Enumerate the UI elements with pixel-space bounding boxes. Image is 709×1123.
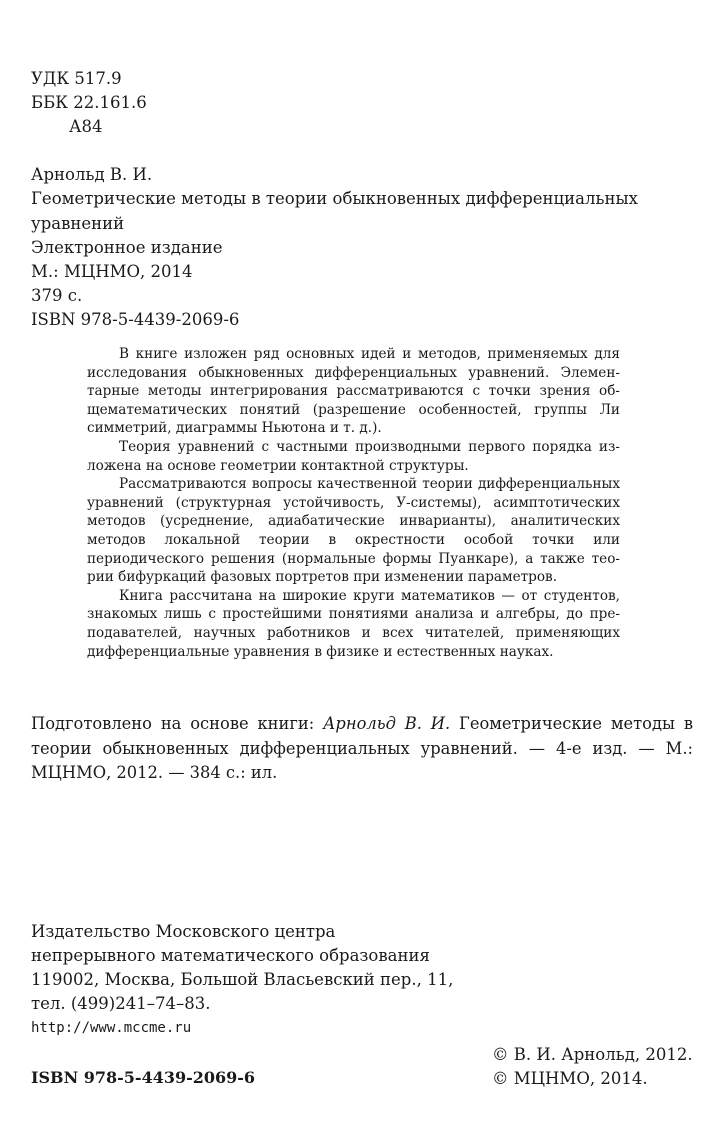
bibliographic-record (31, 163, 671, 332)
publisher-address: 119002, Москва, Большой Власьевский пер., 11, (31, 970, 454, 989)
source-note-text (31, 712, 693, 786)
copyright-author: © В. И. Арнольд, 2012. (492, 1045, 693, 1064)
source-note (31, 712, 693, 786)
publisher-year: М.: МЦНМО, 2014 (31, 262, 193, 281)
edition: Электронное издание (31, 238, 223, 257)
isbn-bottom: ISBN 978-5-4439-2069-6 (31, 1068, 256, 1087)
abstract-paragraph: Книга рассчитана на широкие круги математиков — от студентов, знакомых лишь с простейшими понятиями анализа и алгебры, до преподавателей, научных работников и всех читателей, применяющих дифференциальные уравнения в физике и естественных науках. (87, 587, 620, 660)
copyright-publisher: © МЦНМО, 2014. (492, 1069, 648, 1088)
source-note-author: Арнольд В. И. (323, 714, 451, 733)
page-count: 379 с. (31, 286, 83, 305)
source-note-prefix: Подготовлено на основе книги: (31, 714, 324, 733)
abstract-paragraph: Теория уравнений с частными производными первого порядка изложена на основе геометрии контактной структуры. (87, 438, 620, 474)
classification-codes (31, 67, 147, 139)
abstract-paragraph: В книге изложен ряд основных идей и методов, применяемых для исследования обыкновенных дифференциальных уравнений. Элементарные методы интегрирования рассматриваются с точки зрения общематематических понятий (разрешение особенностей, группы Ли симметрий, диаграммы Ньютона и т. д.). (87, 346, 620, 437)
publisher-info (31, 920, 453, 1040)
author-name: Арнольд В. И. (31, 165, 153, 184)
book-title: Геометрические методы в теории обыкновенных дифференциальных уравнений (31, 189, 638, 233)
source-note-rest: Геометрические методы в теории обыкновенных дифференциальных уравнений. — 4-е изд. — М.: МЦНМО, 2012. — 384 с.: ил. (31, 714, 693, 782)
bbk-code: ББК 22.161.6 (31, 93, 147, 112)
abstract (87, 345, 620, 661)
udk-code: УДК 517.9 (31, 69, 122, 88)
publisher-url[interactable]: http://www.mccme.ru (31, 1020, 192, 1036)
publisher-name-line1: Издательство Московского центра (31, 922, 336, 941)
abstract-paragraph: Рассматриваются вопросы качественной теории дифференциальных уравнений (структурная устойчивость, У-системы), асимптотических методов (усреднение, адиабатические инварианты), аналитических методов локальной теории в окрестности особой точки или периодического решения (нормальные формы Пуанкаре), а также теории бифуркаций фазовых портретов при изменении параметров. (87, 476, 620, 586)
publisher-name-line2: непрерывного математического образования (31, 946, 430, 965)
isbn: ISBN 978-5-4439-2069-6 (31, 310, 240, 329)
author-mark: А84 (69, 117, 103, 136)
publisher-phone: тел. (499)241–74–83. (31, 994, 211, 1013)
copyright-block (492, 1043, 693, 1091)
